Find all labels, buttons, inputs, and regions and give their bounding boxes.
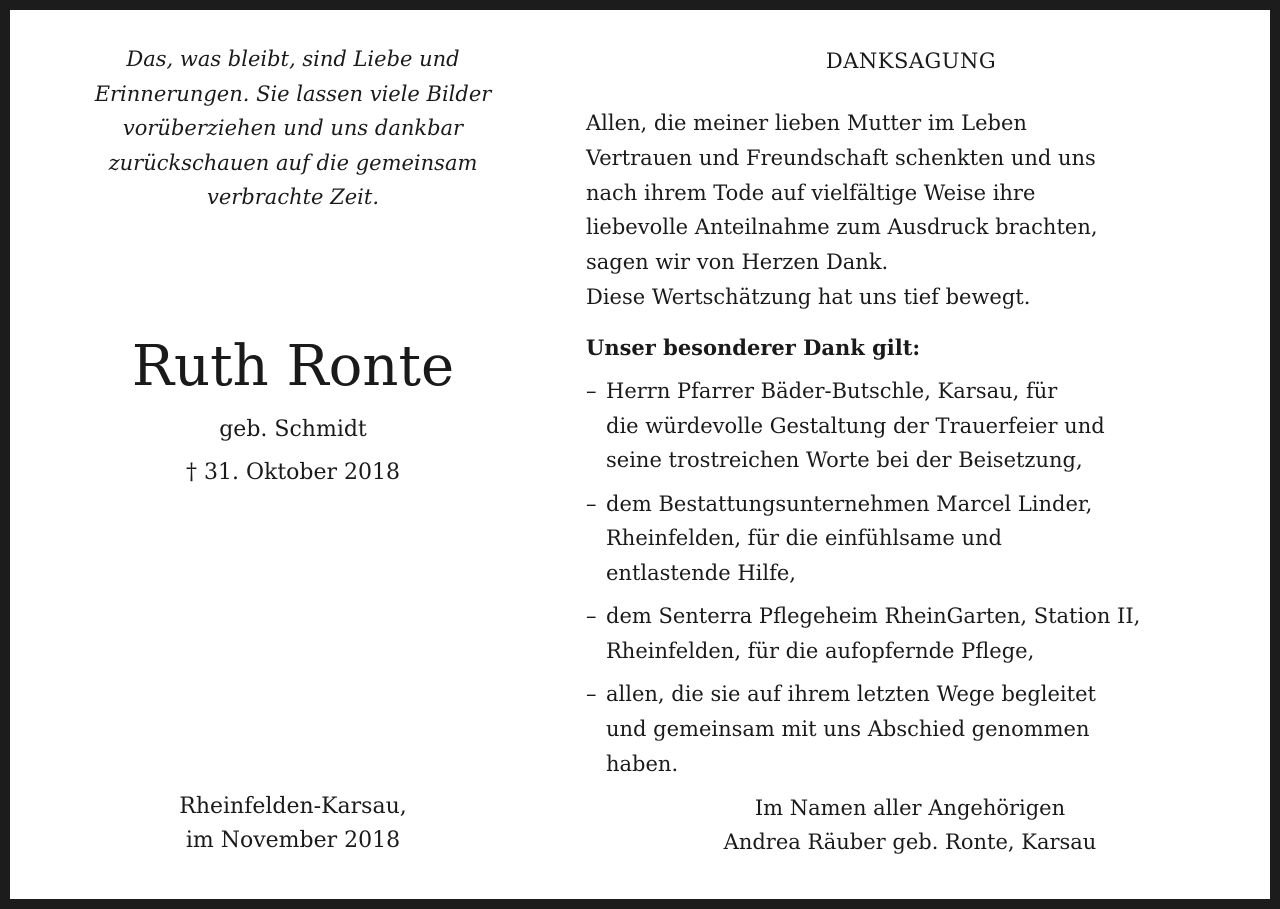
birth-name: geb. Schmidt (219, 417, 367, 442)
deceased-name: Ruth Ronte (131, 334, 455, 399)
dash-bullet: – (586, 604, 597, 629)
motto-line: verbrachte Zeit. (206, 185, 379, 209)
motto-line: zurückschauen auf die gemeinsam (108, 150, 478, 175)
list-item-line: dem Bestattungsunternehmen Marcel Linder, (606, 491, 1093, 516)
list-item-line: Rheinfelden, für die einfühlsame und (606, 526, 1002, 551)
list-item-line: seine trostreichen Worte bei der Beisetzung, (606, 448, 1083, 473)
right-column (586, 10, 1246, 899)
death-date: † 31. Oktober 2018 (185, 460, 401, 485)
motto-line: Erinnerungen. Sie lassen viele Bilder (94, 81, 492, 106)
signature-line: Im Namen aller Angehörigen (754, 796, 1066, 820)
list-item-line: allen, die sie auf ihrem letzten Wege begleitet (606, 682, 1096, 707)
dash-bullet: – (586, 491, 597, 516)
list-item-line: die würdevolle Gestaltung der Trauerfeier und (606, 413, 1105, 438)
list-item (586, 487, 1246, 591)
motto-line: Das, was bleibt, sind Liebe und (126, 47, 460, 71)
thanks-list (586, 374, 1246, 790)
list-item-line: Herrn Pfarrer Bäder-Butschle, Karsau, für (606, 379, 1058, 403)
place-and-date (50, 790, 536, 858)
list-item-line: entlastende Hilfe, (606, 561, 796, 586)
list-item (586, 599, 1246, 668)
intro-paragraph (586, 106, 1246, 315)
list-item-line: und gemeinsam mit uns Abschied genommen (606, 716, 1090, 741)
dash-bullet: – (586, 379, 597, 403)
list-item (586, 677, 1246, 781)
danksagung-heading: DANKSAGUNG (825, 49, 997, 73)
signature-block (586, 791, 1234, 859)
place-line: Rheinfelden-Karsau, (179, 794, 407, 819)
list-item (586, 374, 1246, 478)
special-thanks-heading: Unser besonderer Dank gilt: (586, 335, 921, 360)
motto-line: vorüberziehen und uns dankbar (122, 116, 464, 140)
intro-line: Vertrauen und Freundschaft schenkten und uns (586, 145, 1096, 170)
list-item-line: dem Senterra Pflegeheim RheinGarten, Station II, (606, 604, 1141, 629)
list-item-line: Rheinfelden, für die aufopfernde Pflege, (606, 638, 1035, 663)
intro-line: Allen, die meiner lieben Mutter im Leben (586, 111, 1027, 135)
intro-line: liebevolle Anteilnahme zum Ausdruck brachten, (586, 215, 1098, 240)
signature-line: Andrea Räuber geb. Ronte, Karsau (723, 830, 1097, 854)
date-line: im November 2018 (185, 828, 401, 853)
list-item-line: haben. (606, 751, 679, 776)
motto-quote (50, 42, 536, 215)
intro-line: sagen wir von Herzen Dank. (586, 250, 889, 275)
intro-line: nach ihrem Tode auf vielfältige Weise ihre (586, 180, 1036, 205)
intro-line: Diese Wertschätzung hat uns tief bewegt. (586, 284, 1031, 309)
obituary-card (10, 10, 1270, 899)
dash-bullet: – (586, 682, 597, 707)
left-column (50, 10, 536, 899)
